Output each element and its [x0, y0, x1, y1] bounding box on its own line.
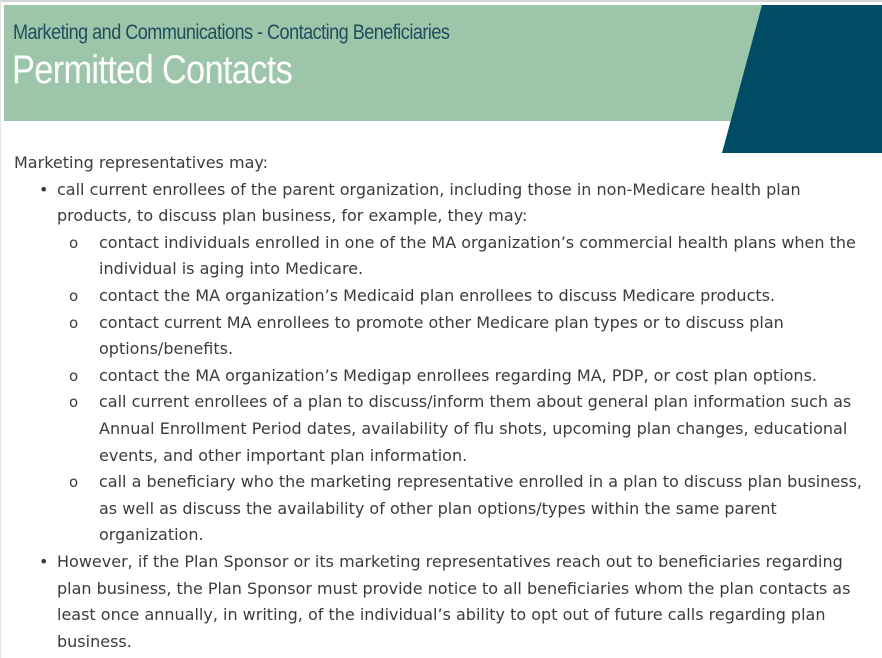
list-item-text: However, if the Plan Sponsor or its marketing representatives reach out to beneficiaries regarding plan business, the Plan Sponsor must provide notice to all beneficiaries whom the plan contacts as least once annually, in writing, of the individual’s ability to opt out of future calls regarding plan business.: [57, 551, 851, 651]
list-item: [57, 469, 874, 549]
accent-shape: [722, 5, 882, 153]
intro-text: Marketing representatives may:: [14, 153, 269, 172]
list-item-text: contact individuals enrolled in one of the MA organization’s commercial health plans when the individual is aging into Medicare.: [99, 232, 856, 279]
list-item: [57, 283, 874, 310]
list-item: [57, 230, 874, 283]
bullet-list: [14, 177, 874, 656]
circle-bullet-icon: o: [69, 473, 79, 492]
page-title: Permitted Contacts: [12, 48, 293, 92]
circle-bullet-icon: o: [69, 393, 79, 412]
circle-bullet-icon: o: [69, 286, 79, 305]
section-subtitle: Marketing and Communications - Contacting Beneficiaries: [13, 21, 450, 44]
list-item-text: contact current MA enrollees to promote other Medicare plan types or to discuss plan options/benefits.: [99, 312, 784, 359]
content-body: [14, 150, 874, 655]
circle-bullet-icon: o: [69, 233, 79, 252]
list-item: [57, 389, 874, 469]
list-item-text: call current enrollees of the parent organization, including those in non-Medicare health plan products, to discuss plan business, for example, they may:: [57, 179, 801, 226]
list-item: [14, 177, 874, 549]
list-item-text: contact the MA organization’s Medicaid plan enrollees to discuss Medicare products.: [99, 285, 776, 305]
bullet-icon: •: [39, 179, 49, 199]
list-item: [14, 549, 874, 655]
list-item: [57, 363, 874, 390]
list-item-text: call current enrollees of a plan to discuss/inform them about general plan information such as Annual Enrollment Period dates, availability of flu shots, upcoming plan changes, educational events, and other important plan information.: [99, 392, 852, 465]
list-item-text: contact the MA organization’s Medigap enrollees regarding MA, PDP, or cost plan options.: [99, 365, 817, 385]
sub-bullet-list: [57, 230, 874, 549]
circle-bullet-icon: o: [69, 313, 79, 332]
circle-bullet-icon: o: [69, 366, 79, 385]
list-item: [57, 310, 874, 363]
bullet-icon: •: [39, 551, 49, 571]
list-item-text: call a beneficiary who the marketing representative enrolled in a plan to discuss plan business, as well as discuss the availability of other plan options/types within the same parent organization.: [99, 472, 862, 545]
